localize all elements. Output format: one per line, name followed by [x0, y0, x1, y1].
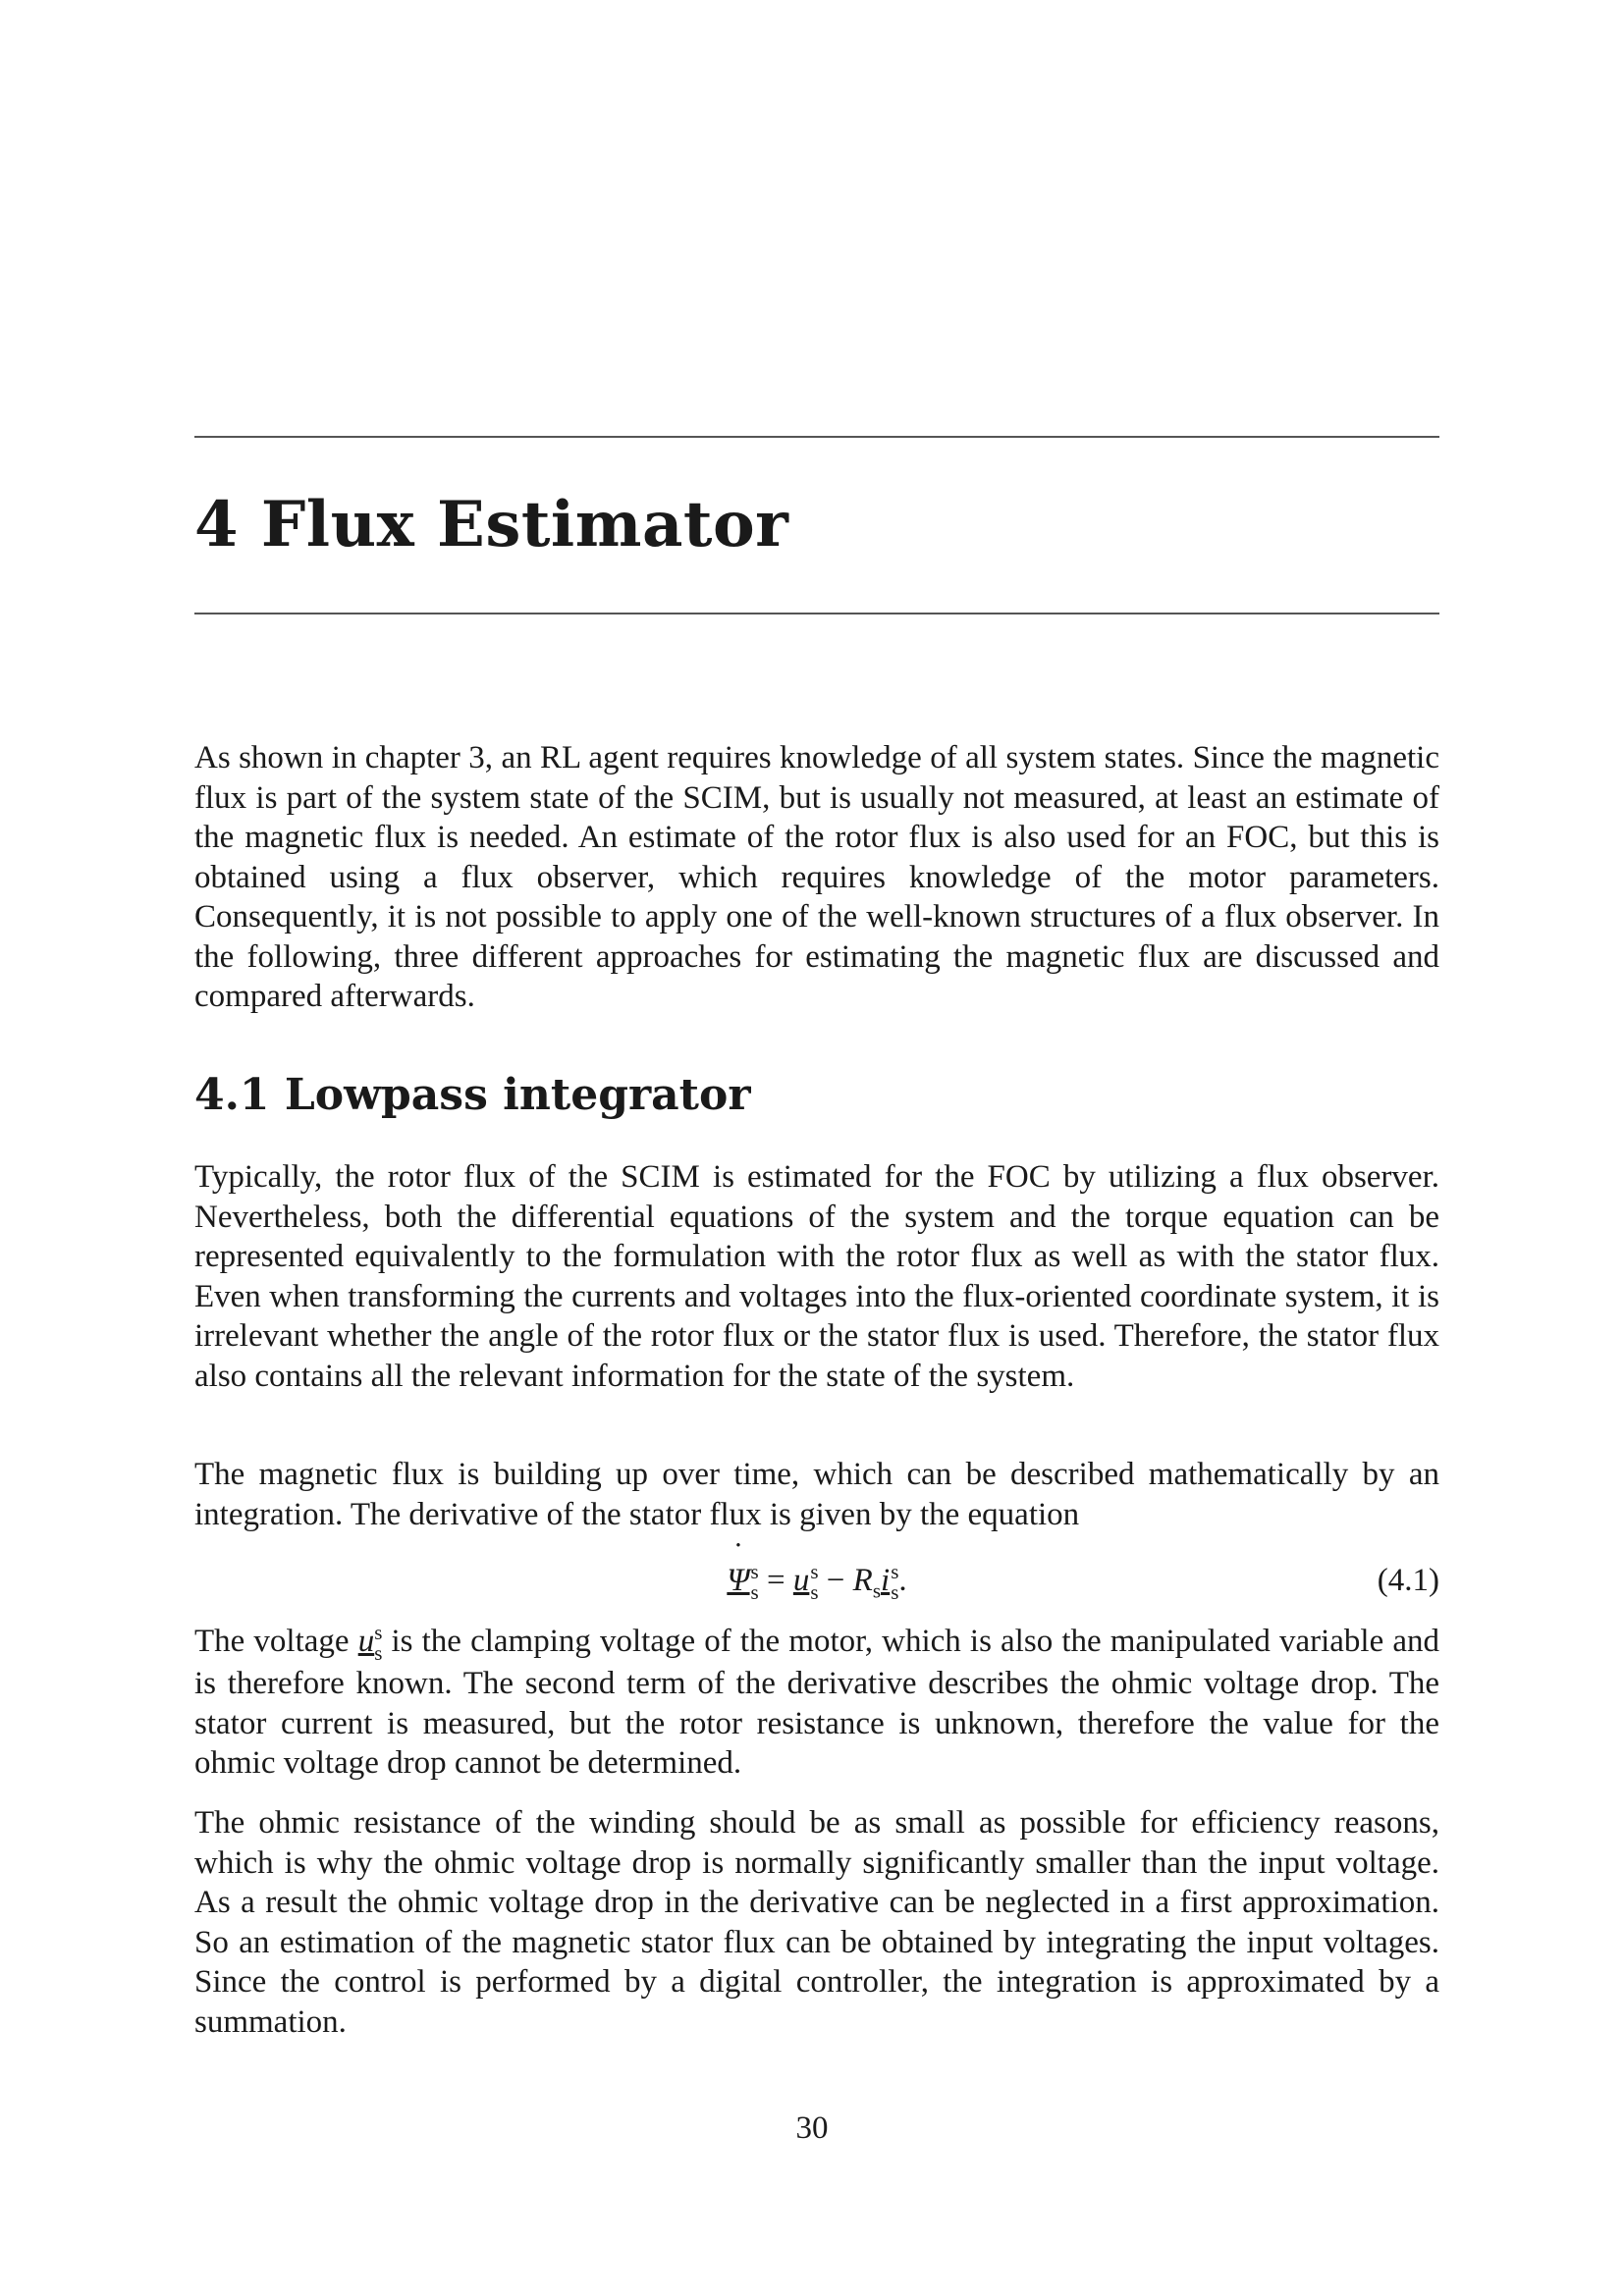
section-paragraph-3: [194, 1622, 1439, 1784]
eq-psi-sup: s: [750, 1560, 759, 1584]
eq-u: u: [792, 1563, 810, 1598]
eq-psi-sub: s: [750, 1580, 759, 1605]
inline-u-sup: s: [374, 1621, 383, 1645]
eq-equals: =: [766, 1563, 785, 1598]
section-title: 4.1 Lowpass integrator: [194, 1070, 751, 1120]
eq-minus: −: [826, 1563, 845, 1598]
paragraph-3-prefix: The voltage: [194, 1624, 350, 1659]
eq-i: i: [881, 1563, 891, 1598]
chapter-top-rule: [194, 436, 1439, 438]
section-paragraph-2: The magnetic flux is building up over time, which can be described mathematically by an integration. The derivative of the stator flux is given by the equation: [194, 1457, 1439, 1532]
eq-i-sup: s: [891, 1560, 899, 1584]
eq-R-sub: s: [872, 1578, 882, 1603]
intro-paragraph: As shown in chapter 3, an RL agent requires knowledge of all system states. Since the magnetic flux is part of the system state of the SCIM, but is usually not measured, at least an estimate of the magnetic flux is needed. An estimate of the rotor flux is also used for an FOC, but this is obtained using a flux observer, which requires knowledge of the motor parameters. Consequently, it is not possible to apply one of the well-known structures of a flux observer. In the following, three different approaches for estimating the magnetic flux are discussed and compared afterwards.: [194, 740, 1439, 1014]
inline-u-indices: [374, 1623, 382, 1664]
eq-psi-indices: [751, 1562, 759, 1603]
section-paragraph-4: The ohmic resistance of the winding should be as small as possible for efficiency reasons, which is why the ohmic voltage drop is normally significantly smaller than the input voltage. As a result the ohmic voltage drop in the derivative can be neglected in a first approximation. So an estimation of the magnetic stator flux can be obtained by integrating the input voltages. Since the control is performed by a digital controller, the integration is approximated by a summation.: [194, 1805, 1439, 2040]
inline-u-sub: s: [374, 1641, 383, 1666]
equation-4-1: [194, 1556, 1439, 1605]
chapter-bottom-rule: [194, 613, 1439, 614]
chapter-title: 4 Flux Estimator: [194, 488, 789, 561]
eq-i-sub: s: [891, 1580, 899, 1605]
page-number: 30: [795, 2110, 829, 2146]
section-paragraph-1: Typically, the rotor flux of the SCIM is estimated for the FOC by utilizing a flux observer. Nevertheless, both the differential equations of the system and the torque equation can be represented equivalently to the formulation with the rotor flux as well as with the stator flux. Even when transforming the currents and voltages into the flux-oriented coordinate system, it is irrelevant whether the angle of the rotor flux or the stator flux is used. Therefore, the stator flux also contains all the relevant information for the state of the system.: [194, 1159, 1439, 1394]
eq-u-sup: s: [810, 1560, 819, 1584]
paragraph-3-rest: is the clamping voltage of the motor, which is also the manipulated variable and is therefore known. The second term of the derivative describes the ohmic voltage drop. The stator current is measured, but the rotor resistance is unknown, therefore the value for the ohmic voltage drop cannot be determined.: [194, 1624, 1440, 1782]
eq-u-indices: [810, 1562, 818, 1603]
inline-voltage-symbol: [357, 1621, 383, 1666]
eq-u-sub: s: [810, 1580, 819, 1605]
eq-R: R: [852, 1563, 873, 1598]
inline-u: u: [357, 1624, 375, 1659]
equation-number: (4.1): [1377, 1563, 1439, 1598]
eq-psi-dot: ˙ Ψ: [727, 1556, 749, 1605]
equation-body: [194, 1556, 1439, 1616]
eq-period: .: [898, 1563, 907, 1598]
